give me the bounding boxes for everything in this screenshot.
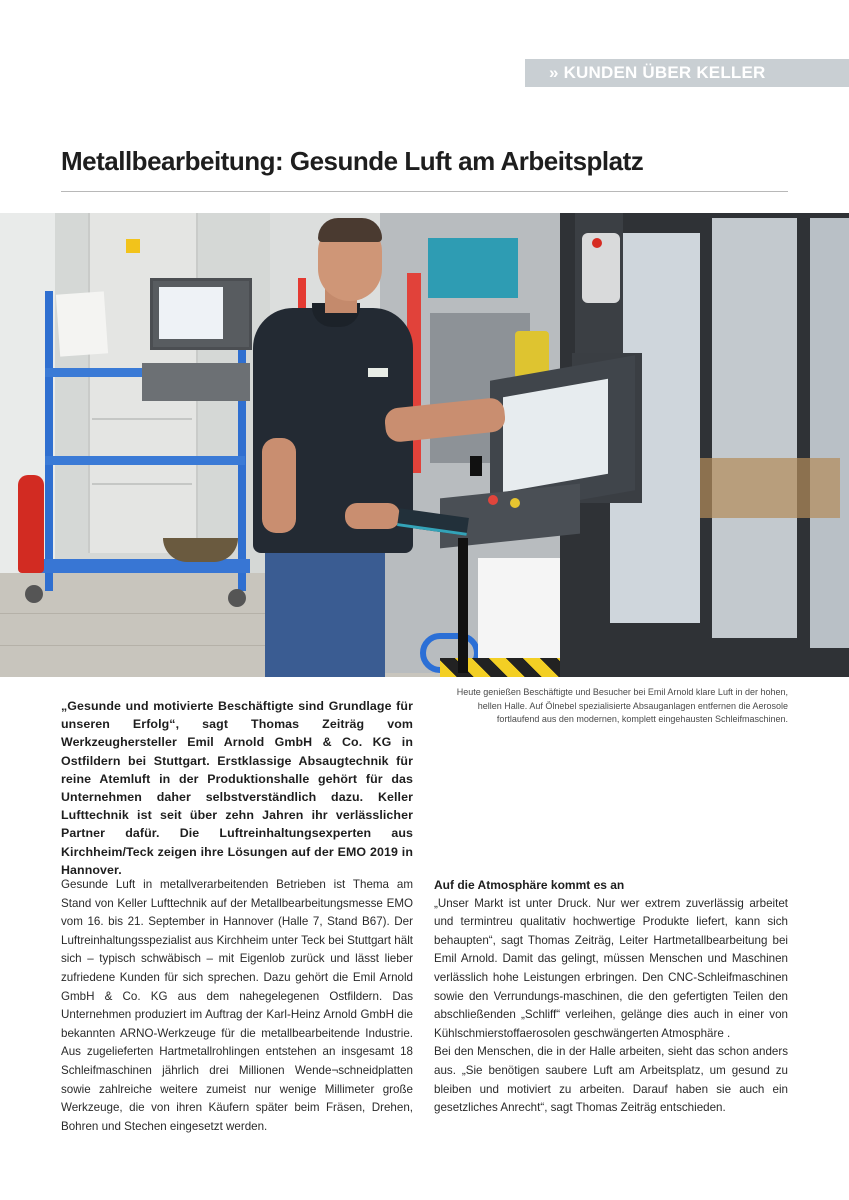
body-text-right-column (434, 876, 788, 1118)
article-photo (0, 213, 849, 677)
section-subheading: Auf die Atmosphäre kommt es an (434, 878, 625, 892)
photo-caption: Heute genießen Beschäftigte und Besucher bei Emil Arnold klare Luft in der hohen, hellen Halle. Auf Ölnebel spezialisierte Absauganlagen entfernen die Aerosole fortlaufend aus den modernen, komplett eingehausten Schleifmaschinen. (456, 687, 788, 724)
warning-sign-icon (126, 239, 140, 253)
body-paragraph: „Unser Markt ist unter Druck. Nur wer extrem zuverlässig arbeitet und termintreu qualitativ hochwertige Produkte liefert, kann sich behaupten“, sagt Thomas Zeiträg, Leiter Hartmetallbearbeitung bei Emil Arnold. Damit das gelingt, müssen Menschen und Maschinen verlässlich hohe Leistungen erbringen. Den CNC-Schleifmaschinen sowie den Verrundungs-maschinen, die den gefertigten Teilen den abschließenden „Schliff“ verleihen, gelänge dies auch in einer von Kühlschmierstoffaerosolen geschwängerten Atmosphäre . (434, 896, 788, 1040)
article-title: Metallbearbeitung: Gesunde Luft am Arbeitsplatz (61, 146, 644, 176)
body-paragraph: Bei den Menschen, die in der Halle arbeiten, sieht das schon anders aus. „Sie benötigen saubere Luft am Arbeitsplatz, um gesund zu bleiben und motiviert zu arbeiten. Darauf haben sie auch ein gesetzliches Anrecht“, sagt Thomas Zeiträg entschieden. (434, 1045, 788, 1115)
body-text-left-column: Gesunde Luft in metallverarbeitenden Betrieben ist Thema am Stand von Keller Lufttechnik auf der Metallbearbeitungsmesse EMO vom 16. bis 21. September in Hannover (Halle 7, Stand B67). Der Luftreinhaltungsspezialist aus Kirchheim unter Teck bei Stuttgart hält sich – typisch schwäbisch – mit Eigenlob zurück und lässt lieber zufriedene Kunden für sich sprechen. Dazu gehört die Emil Arnold GmbH & Co. KG aus dem nahegelegenen Ostfildern. Das Unternehmen produziert im Auftrag der Karl-Heinz Arnold GmbH die bekannten ARNO-Werkzeuge für die metallbearbeitende Industrie. Aus zugelieferten Hartmetallrohlingen entstehen an insgesamt 18 Schleifmaschinen jährlich drei Millionen Wende¬schneidplatten sowie zahlreiche weitere zumeist nur wenige Millimeter große Werkzeuge, die von ihren Käufern später beim Fräsen, Drehen, Bohren und Stechen eingesetzt werden. (61, 878, 413, 1133)
article-lead: „Gesunde und motivierte Beschäftigte sind Grundlage für unseren Erfolg“, sagt Thomas Zeiträg vom Werkzeughersteller Emil Arnold GmbH & Co. KG in Ostfildern bei Stuttgart. Erstklassige Absaugtechnik für reine Atemluft in der Produktionshalle gehört für das Unternehmen daher selbstverständlich dazu. Keller Lufttechnik ist seit über zehn Jahren ihr verlässlicher Partner dafür. Die Luftreinhaltungsexperten aus Kirchheim/Teck zeigen ihre Lösungen auf der EMO 2019 in Hannover. (61, 699, 413, 877)
section-banner: » KUNDEN ÜBER KELLER (525, 59, 849, 87)
title-divider (61, 191, 788, 192)
fire-extinguisher-icon (18, 475, 44, 573)
